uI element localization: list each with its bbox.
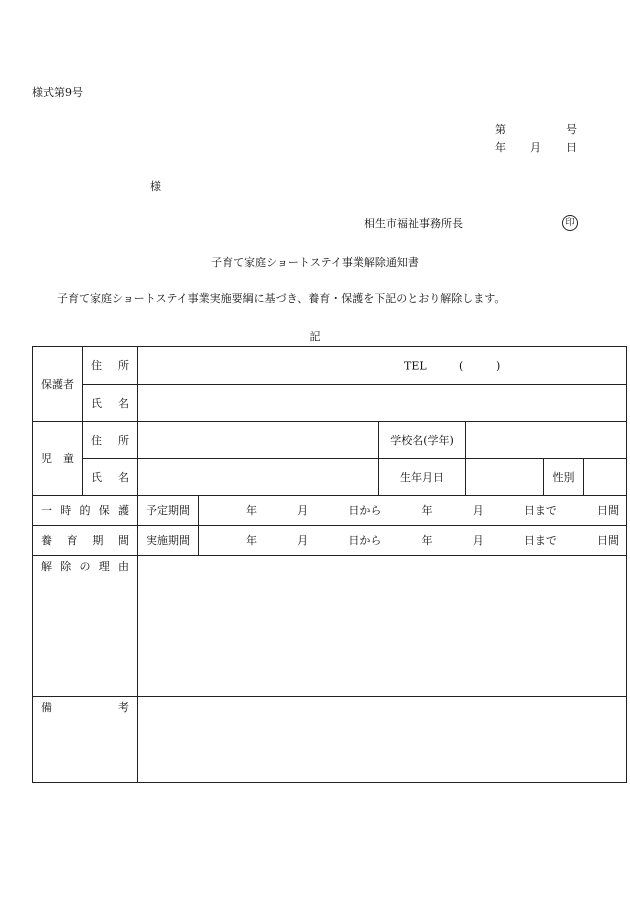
planned-period-label: 予定期間 — [138, 496, 199, 526]
guardian-name-field[interactable] — [138, 385, 627, 422]
child-name-label: 氏 名 — [83, 459, 138, 496]
seal-mark: 印 — [562, 215, 578, 231]
child-address-label: 住 所 — [83, 422, 138, 459]
issuer-name: 相生市福祉事務所長 — [364, 217, 463, 230]
school-label: 学校名(学年) — [379, 422, 466, 459]
tel-paren-close: ) — [496, 359, 501, 372]
planned-period-field[interactable]: 年 月 日から 年 月 日まで 日間 — [199, 496, 627, 526]
date-month: 月 — [530, 141, 541, 154]
cancellation-reason-field[interactable] — [138, 556, 627, 697]
tel-label: TEL — [404, 359, 427, 372]
notice-form-table — [32, 346, 627, 783]
birthdate-label: 生年月日 — [379, 459, 466, 496]
doc-number-prefix: 第 — [495, 123, 506, 136]
remarks-label: 備 考 — [33, 697, 138, 783]
gender-field[interactable] — [584, 459, 627, 496]
school-field[interactable] — [466, 422, 627, 459]
actual-period-field[interactable]: 年 月 日から 年 月 日まで 日間 — [199, 526, 627, 556]
date-year: 年 — [495, 141, 506, 154]
gender-label: 性別 — [544, 459, 584, 496]
cancellation-reason-label: 解 除 の 理 由 — [33, 556, 138, 697]
tel-paren-open: ( — [459, 359, 464, 372]
child-address-field[interactable] — [138, 422, 379, 459]
ki-marker: 記 — [309, 330, 321, 343]
body-text: 子育て家庭ショートステイ事業実施要綱に基づき、養育・保護を下記のとおり解除します。 — [57, 292, 506, 305]
child-label: 児 童 — [33, 422, 83, 496]
guardian-name-label: 氏 名 — [83, 385, 138, 422]
addressee-honorific: 様 — [150, 180, 161, 193]
care-period-label: 養 育 期 間 — [33, 526, 138, 556]
form-number: 様式第9号 — [32, 86, 83, 99]
document-title: 子育て家庭ショートステイ事業解除通知書 — [211, 256, 419, 269]
guardian-address-label: 住 所 — [83, 347, 138, 385]
temporary-protection-label: 一 時 的 保 護 — [33, 496, 138, 526]
guardian-address-field[interactable] — [138, 347, 627, 385]
doc-number-suffix: 号 — [566, 123, 577, 136]
remarks-field[interactable] — [138, 697, 627, 783]
child-name-field[interactable] — [138, 459, 379, 496]
birthdate-field[interactable] — [466, 459, 544, 496]
date-day: 日 — [566, 141, 577, 154]
guardian-label: 保護者 — [33, 347, 83, 422]
actual-period-label: 実施期間 — [138, 526, 199, 556]
